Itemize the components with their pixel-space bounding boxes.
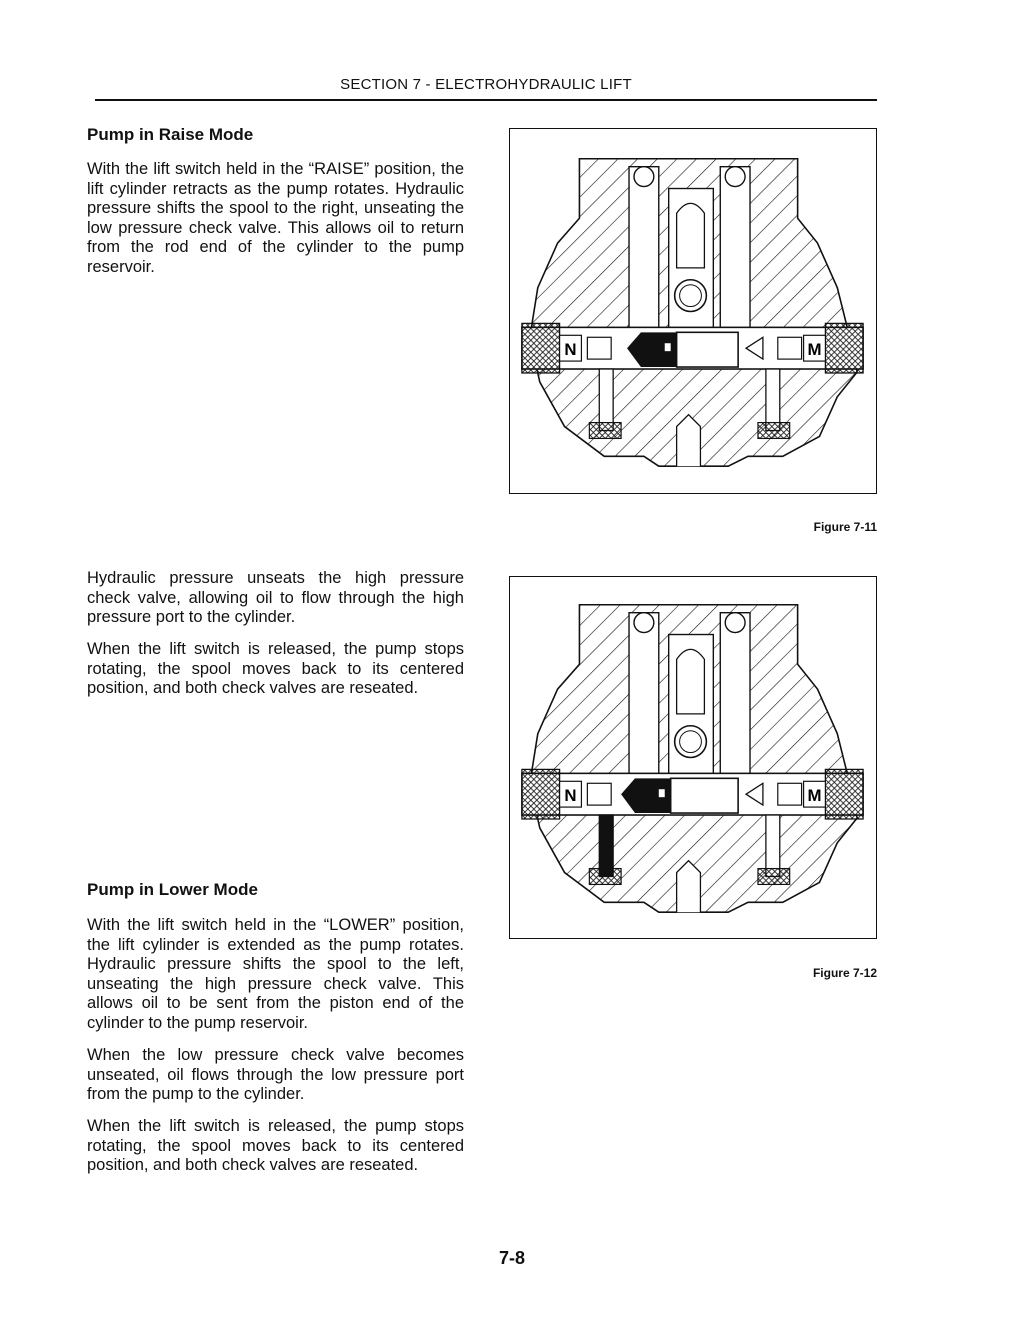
section-header: SECTION 7 - ELECTROHYDRAULIC LIFT bbox=[340, 76, 632, 93]
raise-mode-paragraph-1: With the lift switch held in the “RAISE” position, the lift cylinder retracts as the pump rotates. Hydraulic pressure shifts the spool to the right, unseating the low pressure check valve. This allows oil to return from the rod end of the cylinder to the pump reservoir. bbox=[87, 160, 464, 276]
spool-light bbox=[677, 332, 738, 367]
lower-mode-paragraph-2: When the low pressure check valve becomes unseated, oil flows through the low pressure port from the pump to the cylinder. bbox=[87, 1046, 464, 1103]
right-bore bbox=[720, 167, 750, 331]
right-bore bbox=[720, 613, 750, 777]
left-plug bbox=[522, 769, 560, 819]
top-right-ball bbox=[725, 167, 745, 187]
spool-light bbox=[671, 778, 738, 813]
raise-mode-paragraph-3: When the lift switch is released, the pump stops rotating, the spool moves back to its centered position, and both check valves are reseated. bbox=[87, 640, 464, 697]
lower-right-passage bbox=[766, 369, 780, 430]
top-left-ball bbox=[634, 613, 654, 633]
lower-left-port bbox=[589, 423, 621, 439]
lower-right-port bbox=[758, 869, 790, 885]
left-check-label: N bbox=[564, 340, 577, 360]
lower-mode-heading: Pump in Lower Mode bbox=[87, 880, 258, 899]
lower-mode-paragraph-1: With the lift switch held in the “LOWER” position, the lift cylinder is extended as the pump rotates. Hydraulic pressure shifts the spool to the left, unseating the high pressure check valve. This allows oil to be sent from the piston end of the cylinder to the pump reservoir. bbox=[87, 916, 464, 1032]
lower-left-passage-flow bbox=[599, 815, 613, 876]
lower-mode-paragraph-3: When the lift switch is released, the pump stops rotating, the spool moves back to its centered position, and both check valves are reseated. bbox=[87, 1117, 464, 1174]
figure-7-11 bbox=[509, 128, 877, 494]
left-bore bbox=[629, 613, 659, 777]
left-plug bbox=[522, 323, 560, 373]
page-number: 7-8 bbox=[498, 1248, 525, 1268]
right-check-label: M bbox=[807, 340, 822, 360]
figure-7-12-caption: Figure 7-12 bbox=[812, 966, 877, 980]
header-rule bbox=[95, 99, 877, 101]
pump-diagram-raise bbox=[510, 129, 875, 492]
lower-right-port bbox=[758, 423, 790, 439]
figure-7-12 bbox=[509, 576, 877, 939]
lower-left-passage bbox=[599, 369, 613, 430]
right-check-label: M bbox=[807, 786, 822, 806]
left-bore bbox=[629, 167, 659, 331]
pump-diagram-lower bbox=[510, 577, 875, 937]
left-check-label: N bbox=[564, 786, 577, 806]
raise-mode-heading: Pump in Raise Mode bbox=[87, 125, 254, 144]
drain-port bbox=[677, 861, 701, 913]
raise-mode-paragraph-2: Hydraulic pressure unseats the high pressure check valve, allowing oil to flow through the high pressure port to the cylinder. bbox=[87, 569, 464, 626]
drain-port bbox=[677, 415, 701, 467]
right-plug bbox=[825, 769, 863, 819]
top-right-ball bbox=[725, 613, 745, 633]
lower-right-passage bbox=[766, 815, 780, 876]
figure-7-11-caption: Figure 7-11 bbox=[813, 520, 877, 534]
right-plug bbox=[825, 323, 863, 373]
top-left-ball bbox=[634, 167, 654, 187]
lower-left-port bbox=[589, 869, 621, 885]
